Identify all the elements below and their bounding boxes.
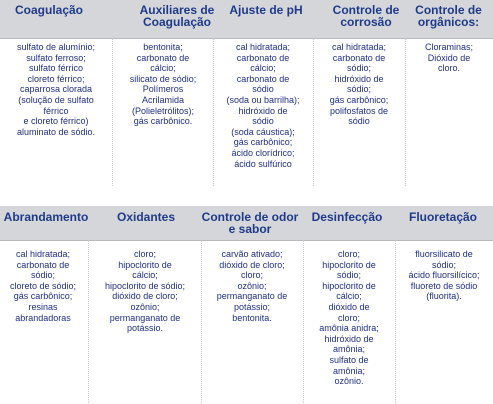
table-2-cell-odor-sabor: carvão ativado; dióxido de cloro; cloro; ozônio; permanganato de potássio; bentonita. (216, 249, 288, 323)
table-1-header-corrosao: Controle de corrosão (332, 3, 400, 29)
table-1-divider (405, 38, 406, 186)
table-2-cell-oxidantes: cloro; hipoclorito de cálcio; hipoclorito de sódio; dióxido de cloro; ozônio; permanganato de potássio. (104, 249, 186, 334)
table-1-cell-organicos: Cloraminas; Dióxido de cloro. (424, 42, 473, 74)
table-1-cell-coagulacao: sulfato de alumínio; sulfato ferroso; sulfato férrico cloreto férrico; caparrosa clorada (solução de sulfato férrico e cloreto férrico) aluminato de sódio. (16, 42, 96, 137)
table-1-divider (213, 38, 214, 186)
table-2-divider (395, 240, 396, 404)
table-2-header-odor-sabor: Controle de odor e sabor (201, 210, 299, 236)
table-2-header-oxidantes: Oxidantes (116, 210, 176, 224)
table-1-cell-ajuste-ph: cal hidratada; carbonato de cálcio; carbonato de sódio (soda ou barrilha); hidróxido de sódio (soda cáustica); gás carbônico; ácido clorídrico; ácido sulfúrico (226, 42, 300, 169)
table-2-header-abrandamento: Abrandamento (3, 210, 89, 224)
table-2-cell-abrandamento: cal hidratada; carbonato de sódio; cloreto de sódio; gás carbônico; resinas abrandadoras (9, 249, 77, 323)
table-1-divider (112, 38, 113, 186)
table-1-header-ajuste-ph: Ajuste de pH (229, 3, 303, 17)
table-1-header-auxiliares: Auxiliares de Coagulação (139, 3, 215, 29)
treatment-table-1 (0, 0, 493, 188)
table-2-cell-desinfeccao: cloro; hipoclorito de sódio; hipoclorito de cálcio; dióxido de cloro; amônia anidra; hidróxido de amônia; sulfato de amônia; ozônio. (319, 249, 379, 387)
table-2-divider (88, 240, 89, 404)
treatment-table-2 (0, 201, 493, 404)
table-1-divider (313, 38, 314, 186)
table-1-header-coagulacao: Coagulação (14, 3, 83, 17)
table-1-cell-auxiliares: bentonita; carbonato de cálcio; silicato de sódio; Polímeros Acrilamida (Polieletrólitos); gás carbônico. (129, 42, 197, 127)
table-2-cell-fluoretacao: fluorsilicato de sódio; ácido fluorsilícico; fluoreto de sódio (fluorita). (408, 249, 480, 302)
table-1-cell-corrosao: cal hidratada; carbonato de sódio; hidróxido de sódio; gás carbônico; polifosfatos de sódio (329, 42, 389, 127)
table-2-header-fluoretacao: Fluoretação (408, 210, 477, 224)
table-2-header-desinfeccao: Desinfecção (311, 210, 383, 224)
table-2-divider (303, 240, 304, 404)
table-2-divider (201, 240, 202, 404)
table-1-header-organicos: Controle de orgânicos: (415, 3, 482, 29)
